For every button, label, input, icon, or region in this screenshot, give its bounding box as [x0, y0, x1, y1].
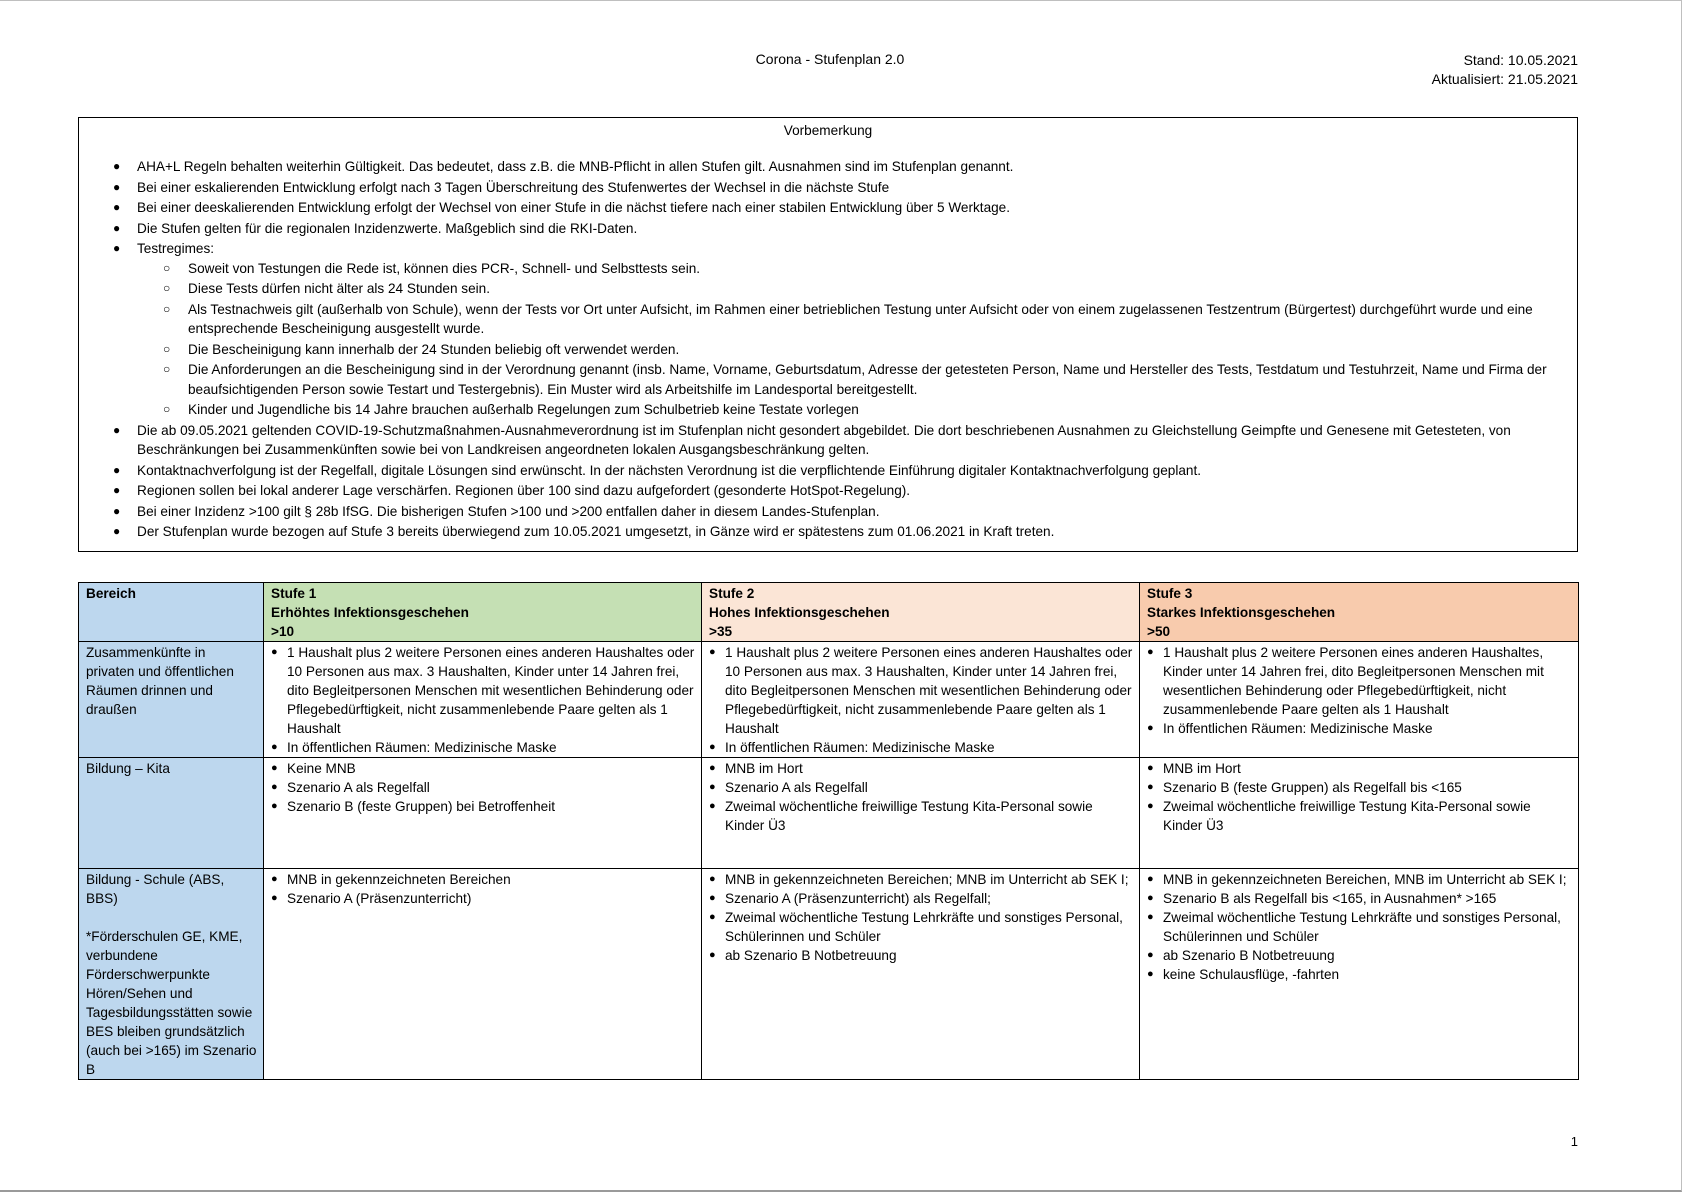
bullet-icon: ●: [113, 503, 121, 518]
table-row: [79, 758, 1579, 869]
list-item: ● Szenario A als Regelfall: [271, 780, 430, 795]
vorbemerkung-list: [79, 157, 1577, 542]
table-header-row: [79, 583, 1579, 642]
bereich-footnote: *Förderschulen GE, KME, verbundene Förderschwerpunkte Hören/Sehen und Tagesbildungsstätten sowie BES bleiben grundsätzlich (auch bei >165) im Szenario B: [86, 929, 257, 1077]
list-item: ● Szenario A als Regelfall: [709, 780, 868, 795]
stufe-2-cell: [702, 642, 1140, 758]
header-stufe-2: Stufe 2 Hohes Infektionsgeschehen >35: [702, 583, 1140, 642]
sub-list-item: ○ Diese Tests dürfen nicht älter als 24 Stunden sein.: [137, 279, 1569, 299]
bullet-icon: ●: [271, 781, 278, 793]
table-row: [79, 642, 1579, 758]
testregime-list: [137, 259, 1569, 420]
bullet-icon: ●: [113, 220, 121, 235]
list-item: ● In öffentlichen Räumen: Medizinische Maske: [709, 740, 995, 755]
bullet-icon: ●: [709, 911, 716, 923]
updated-date: Aktualisiert: 21.05.2021: [1431, 71, 1578, 87]
bullet-icon: ●: [113, 422, 121, 437]
bullet-icon: ●: [709, 762, 716, 774]
list-item: ● MNB in gekennzeichneten Bereichen, MNB im Unterricht ab SEK I;: [1147, 872, 1567, 887]
list-item: ● 1 Haushalt plus 2 weitere Personen eines anderen Haushaltes oder 10 Personen aus max. 3 Haushalten, Kinder unter 14 Jahren frei, dito Begleitpersonen Menschen mit wesentlichen Behinderung oder Pflegebedürftigkeit, nicht zusammenlebende Paare gelten als 1 Haushalt: [709, 645, 1133, 736]
list-item: ● Kontaktnachverfolgung ist der Regelfall, digitale Lösungen sind erwünscht. In der nächsten Verordnung ist die verpflichtende Einführung digitaler Kontaktnachverfolgung geplant.: [79, 461, 1577, 481]
list-item: ● MNB im Hort: [709, 761, 803, 776]
bullet-icon: ●: [271, 892, 278, 904]
header-stufe-3: Stufe 3 Starkes Infektionsgeschehen >50: [1140, 583, 1579, 642]
bullet-icon: ●: [1147, 968, 1154, 980]
bullet-icon: ●: [1147, 892, 1154, 904]
stufe-3-cell: [1140, 869, 1579, 1080]
bullet-icon: ●: [271, 873, 278, 885]
bullet-icon: ●: [709, 892, 716, 904]
circle-bullet-icon: ○: [163, 301, 171, 316]
bullet-icon: ●: [113, 200, 121, 214]
bullet-icon: ●: [709, 646, 716, 658]
bullet-icon: ●: [113, 241, 121, 255]
bullet-icon: ●: [709, 949, 716, 961]
vorbemerkung-title: Vorbemerkung: [783, 123, 873, 138]
bullet-icon: ●: [709, 741, 716, 753]
list-item: ● Regionen sollen bei lokal anderer Lage verschärfen. Regionen über 100 sind dazu aufgefordert (gesonderte HotSpot-Regelung).: [79, 481, 1577, 501]
circle-bullet-icon: ○: [163, 260, 171, 275]
sub-list-item: ○ Als Testnachweis gilt (außerhalb von Schule), wenn der Tests vor Ort unter Aufsicht, im Rahmen einer betrieblichen Testung unter Aufsicht oder von einem zugelassenen Testzentrum (Bürgertest) durchgeführt wurde und eine entsprechende Bescheinigung ausgestellt wurde.: [163, 301, 1533, 336]
stufe-1-cell: [264, 642, 702, 758]
sub-list-item: ○ Die Anforderungen an die Bescheinigung sind in der Verordnung genannt (insb. Name, Vorname, Geburtsdatum, Adresse der getesteten Person, Name und Hersteller des Tests, Testdatum und Testuhrzeit, Name und Firma der beaufsichtigenden Person sowie Testart und Testergebnis). Ein Muster wird als Arbeitshilfe im Landesportal bereitgestellt.: [163, 362, 1547, 397]
list-item: ● In öffentlichen Räumen: Medizinische Maske: [271, 740, 557, 755]
bullet-icon: ●: [271, 741, 278, 753]
bullet-icon: ●: [709, 800, 716, 812]
bullet-icon: ●: [271, 762, 278, 774]
circle-bullet-icon: ○: [163, 341, 171, 356]
bullet-icon: ●: [1147, 722, 1154, 734]
stufenplan-table: [78, 582, 1579, 1080]
list-item: ● MNB im Hort: [1147, 761, 1241, 776]
list-item: ● 1 Haushalt plus 2 weitere Personen eines anderen Haushaltes, Kinder unter 14 Jahren frei, dito Begleitpersonen Menschen mit wesentlichen Behinderung oder Pflegebedürftigkeit, nicht zusammenlebende Paare gelten als 1 Haushalt: [1147, 645, 1544, 717]
stufe-3-cell: [1140, 758, 1579, 869]
bullet-icon: ●: [1147, 762, 1154, 774]
list-item: ● 1 Haushalt plus 2 weitere Personen eines anderen Haushaltes oder 10 Personen aus max. 3 Haushalten, Kinder unter 14 Jahren frei, dito Begleitpersonen Menschen mit wesentlichen Behinderung oder Pflegebedürftigkeit, nicht zusammenlebende Paare gelten als 1 Haushalt: [271, 645, 695, 736]
circle-bullet-icon: ○: [163, 362, 171, 376]
list-item: ● Die Stufen gelten für die regionalen Inzidenzwerte. Maßgeblich sind die RKI-Daten.: [79, 219, 1577, 239]
bullet-icon: ●: [271, 800, 278, 812]
list-item: ● Szenario B (feste Gruppen) als Regelfall bis <165: [1147, 780, 1462, 795]
list-item: ● Zweimal wöchentliche Testung Lehrkräfte und sonstiges Personal, Schülerinnen und Schüler: [1147, 910, 1561, 944]
list-item: ● Die ab 09.05.2021 geltenden COVID-19-Schutzmaßnahmen-Ausnahmeverordnung ist im Stufenplan nicht gesondert abgebildet. Die dort beschriebenen Ausnahmen zu Gleichstellung Geimpfte und Genesene mit Getesteten, von Beschränkungen bei Zusammenkünften sowie bei von Landkreisen angeordneten lokalen Ausgangsbeschränkung gelten.: [113, 422, 1511, 457]
bullet-icon: ●: [1147, 949, 1154, 961]
sub-list-item: ○ Kinder und Jugendliche bis 14 Jahre brauchen außerhalb Regelungen zum Schulbetrieb keine Testate vorlegen: [137, 400, 1569, 420]
list-item: ● keine Schulausflüge, -fahrten: [1147, 967, 1340, 982]
circle-bullet-icon: ○: [163, 281, 171, 295]
document-title: Corona - Stufenplan 2.0: [755, 51, 905, 67]
bereich-cell: Zusammenkünfte in privaten und öffentlichen Räumen drinnen und draußen: [79, 642, 264, 758]
stufe-2-cell: [702, 869, 1140, 1080]
list-item: ● MNB in gekennzeichneten Bereichen: [271, 872, 511, 887]
stand-date: Stand: 10.05.2021: [1463, 52, 1578, 68]
list-item: ● Szenario A (Präsenzunterricht): [271, 891, 472, 906]
header-bereich: Bereich: [79, 583, 264, 642]
date-stamp: [1432, 51, 1578, 89]
bullet-icon: ●: [113, 179, 121, 194]
circle-bullet-icon: ○: [163, 402, 171, 416]
sub-list-item: ○ Soweit von Testungen die Rede ist, können dies PCR-, Schnell- und Selbsttests sein.: [137, 259, 1569, 279]
list-item: ● ab Szenario B Notbetreuung: [709, 948, 897, 963]
list-item: ● AHA+L Regeln behalten weiterhin Gültigkeit. Das bedeutet, dass z.B. die MNB-Pflicht in allen Stufen gilt. Ausnahmen sind im Stufenplan genannt.: [79, 157, 1577, 177]
list-item: ● Szenario B (feste Gruppen) bei Betroffenheit: [271, 799, 556, 814]
bullet-icon: ●: [113, 483, 121, 497]
list-item: ● Szenario A (Präsenzunterricht) als Regelfall;: [709, 891, 991, 906]
list-item: ● Bei einer Inzidenz >100 gilt § 28b IfSG. Die bisherigen Stufen >100 und >200 entfallen daher in diesem Landes-Stufenplan.: [79, 502, 1577, 522]
list-item: ● Bei einer eskalierenden Entwicklung erfolgt nach 3 Tagen Überschreitung des Stufenwertes der Wechsel in die nächste Stufe: [79, 178, 1577, 198]
bereich-cell: Bildung – Kita: [79, 758, 264, 869]
bullet-icon: ●: [271, 646, 278, 658]
list-item: ● Zweimal wöchentliche freiwillige Testung Kita-Personal sowie Kinder Ü3: [709, 799, 1093, 833]
bullet-icon: ●: [1147, 911, 1154, 923]
stufe-3-cell: [1140, 642, 1579, 758]
stufe-1-cell: [264, 758, 702, 869]
list-item: ● In öffentlichen Räumen: Medizinische Maske: [1147, 721, 1433, 736]
bullet-icon: ●: [1147, 646, 1154, 658]
bullet-icon: ●: [1147, 800, 1154, 812]
bullet-icon: ●: [113, 159, 121, 173]
bereich-cell: Bildung - Schule (ABS, BBS) *Förderschulen GE, KME, verbundene Förderschwerpunkte Hören/Sehen und Tagesbildungsstätten sowie BES bleiben grundsätzlich (auch bei >165) im Szenario B: [79, 869, 264, 1080]
list-item: ● MNB in gekennzeichneten Bereichen; MNB im Unterricht ab SEK I;: [709, 872, 1129, 887]
bullet-icon: ●: [709, 873, 716, 885]
list-item: ● Keine MNB: [271, 761, 356, 776]
bullet-icon: ●: [1147, 873, 1154, 885]
list-item: ● Bei einer deeskalierenden Entwicklung erfolgt der Wechsel von einer Stufe in die nächst tiefere nach einer stabilen Entwicklung über 5 Werktage.: [79, 198, 1577, 218]
bullet-icon: ●: [1147, 781, 1154, 793]
stufe-2-cell: [702, 758, 1140, 869]
list-item: ● Zweimal wöchentliche freiwillige Testung Kita-Personal sowie Kinder Ü3: [1147, 799, 1531, 833]
bullet-icon: ●: [113, 462, 121, 477]
list-item: ● Szenario B als Regelfall bis <165, in Ausnahmen* >165: [1147, 891, 1497, 906]
table-row: [79, 869, 1579, 1080]
list-item: ● Der Stufenplan wurde bezogen auf Stufe 3 bereits überwiegend zum 10.05.2021 umgesetzt, in Gänze wird er spätestens zum 01.06.2021 in Kraft treten.: [79, 522, 1577, 542]
page-number: 1: [1570, 1134, 1578, 1149]
sub-list-item: ○ Die Bescheinigung kann innerhalb der 24 Stunden beliebig oft verwendet werden.: [137, 340, 1569, 360]
list-item: ● ab Szenario B Notbetreuung: [1147, 948, 1335, 963]
list-item: ● Testregimes: ○ Soweit von Testungen die Rede ist, können dies PCR-, Schnell- und Selbsttests sein. ○ Diese Tests dürfen nicht älter als 24 Stunden sein. ○ Als Testnachweis gilt (außerhalb von Schule), wenn der Tests vor Ort unter Aufsicht, im Rahmen einer betrieblichen Testung unter Aufsicht oder von einem zugelassenen Testzentrum (Bürgertest) durchgeführt wurde und eine entsprechende Bescheinigung ausgestellt wurde. ○ Die Bescheinigung kann innerhalb der 24 Stunden beliebig oft verwendet werden. ○ Die Anforderungen an die Bescheinigung sind in der Verordnung genannt (insb. Name, Vorname, Geburtsdatum, Adresse der getesteten Person, Name und Hersteller des Tests, Testdatum und Testuhrzeit, Name und Firma der beaufsichtigenden Person sowie Testart und Testergebnis). Ein Muster wird als Arbeitshilfe im Landesportal bereitgestellt. ○ Kinder und Jugendliche bis 14 Jahre brauchen außerhalb Regelungen zum Schulbetrieb keine Testate vorlegen: [79, 239, 1577, 420]
list-item: ● Zweimal wöchentliche Testung Lehrkräfte und sonstiges Personal, Schülerinnen und Schüler: [709, 910, 1123, 944]
bullet-icon: ●: [113, 524, 121, 538]
header-stufe-1: Stufe 1 Erhöhtes Infektionsgeschehen >10: [264, 583, 702, 642]
bullet-icon: ●: [709, 781, 716, 793]
vorbemerkung-box: [78, 117, 1578, 552]
stufe-1-cell: [264, 869, 702, 1080]
